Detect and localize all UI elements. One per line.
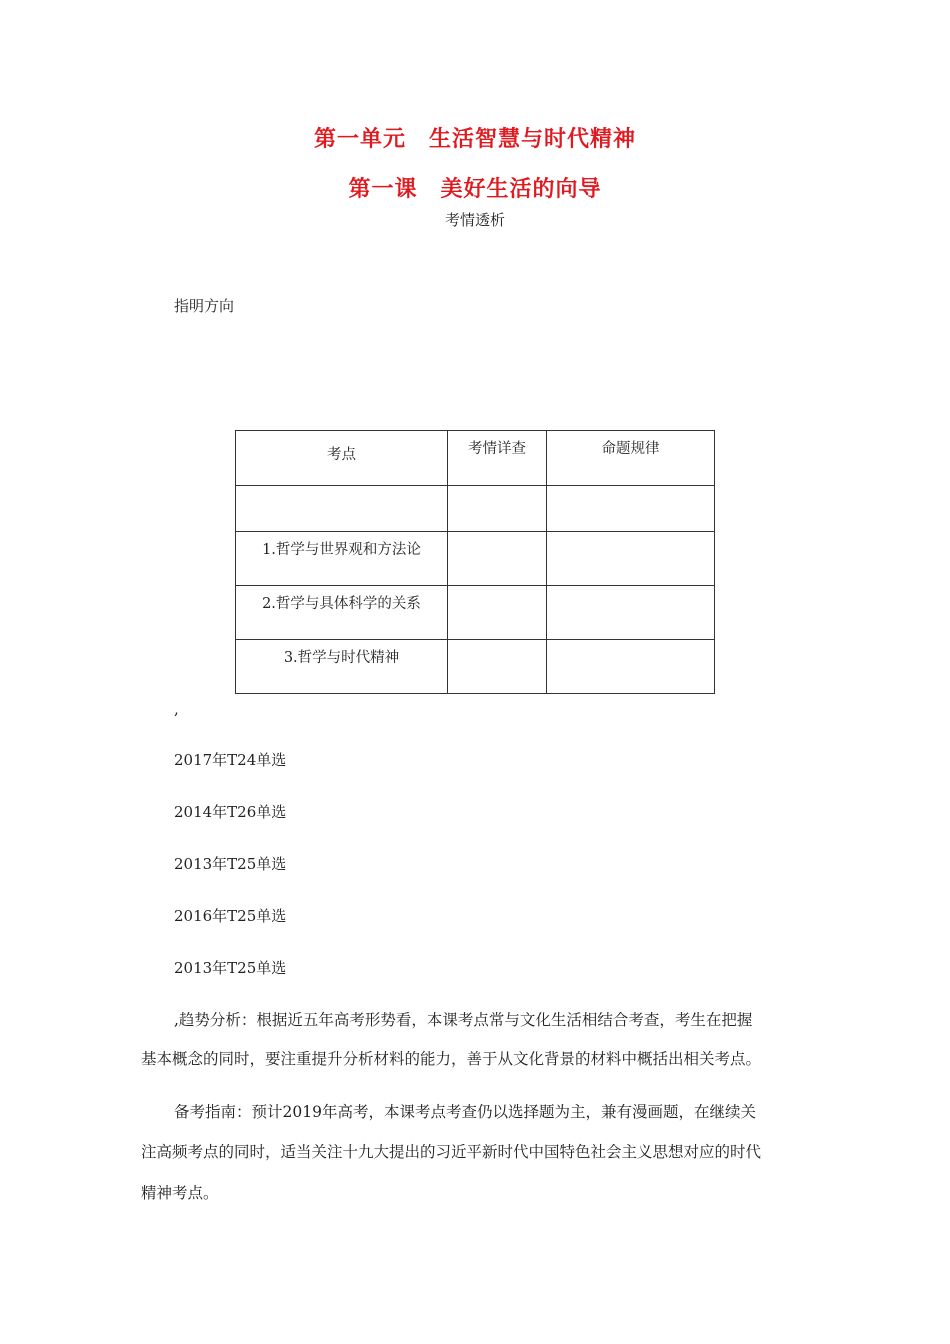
table-cell: [547, 486, 715, 532]
table-cell: [547, 640, 715, 694]
section-label: 指明方向: [174, 297, 235, 315]
table-cell: [236, 486, 448, 532]
table-row: [236, 486, 715, 532]
guide-line-3: 精神考点。: [141, 1184, 219, 1202]
trend-line-2: 基本概念的同时，要注重提升分析材料的能力，善于从文化背景的材料中概括出相关考点。: [141, 1050, 762, 1068]
table-cell: 3.哲学与时代精神: [236, 640, 448, 694]
exam-item: 2016年T25单选: [174, 907, 287, 925]
exam-item: 2013年T25单选: [174, 959, 287, 977]
table-cell: 1.哲学与世界观和方法论: [236, 532, 448, 586]
table-row: [236, 640, 715, 694]
unit-title: 第一单元 生活智慧与时代精神: [313, 127, 636, 152]
exam-item: 2014年T26单选: [174, 803, 287, 821]
comma-mark: ,: [174, 700, 179, 718]
table-row: [236, 586, 715, 640]
table-cell: [448, 640, 547, 694]
header-cell-details: 考情详查: [448, 431, 547, 486]
exam-item: 2017年T24单选: [174, 751, 287, 769]
lesson-title: 第一课 美好生活的向导: [348, 177, 602, 202]
table-row: [236, 532, 715, 586]
exam-points-table: [235, 430, 715, 694]
header-text: 考点: [327, 447, 356, 463]
header-cell-pattern: 命题规律: [547, 431, 715, 486]
table-cell: [448, 486, 547, 532]
table-cell: [547, 586, 715, 640]
table-cell: [448, 532, 547, 586]
table-cell: [547, 532, 715, 586]
guide-line-2: 注高频考点的同时，适当关注十九大提出的习近平新时代中国特色社会主义思想对应的时代: [141, 1143, 762, 1161]
table-cell: [448, 586, 547, 640]
guide-line-1: 备考指南：预计2019年高考，本课考点考查仍以选择题为主，兼有漫画题，在继续关: [174, 1103, 756, 1121]
table-cell: 2.哲学与具体科学的关系: [236, 586, 448, 640]
trend-line-1: ,趋势分析：根据近五年高考形势看，本课考点常与文化生活相结合考查，考生在把握: [174, 1011, 753, 1029]
page-subtitle: 考情透析: [444, 211, 505, 229]
header-cell-topic: [236, 431, 448, 486]
exam-item: 2013年T25单选: [174, 855, 287, 873]
table-header-row: [236, 431, 715, 486]
